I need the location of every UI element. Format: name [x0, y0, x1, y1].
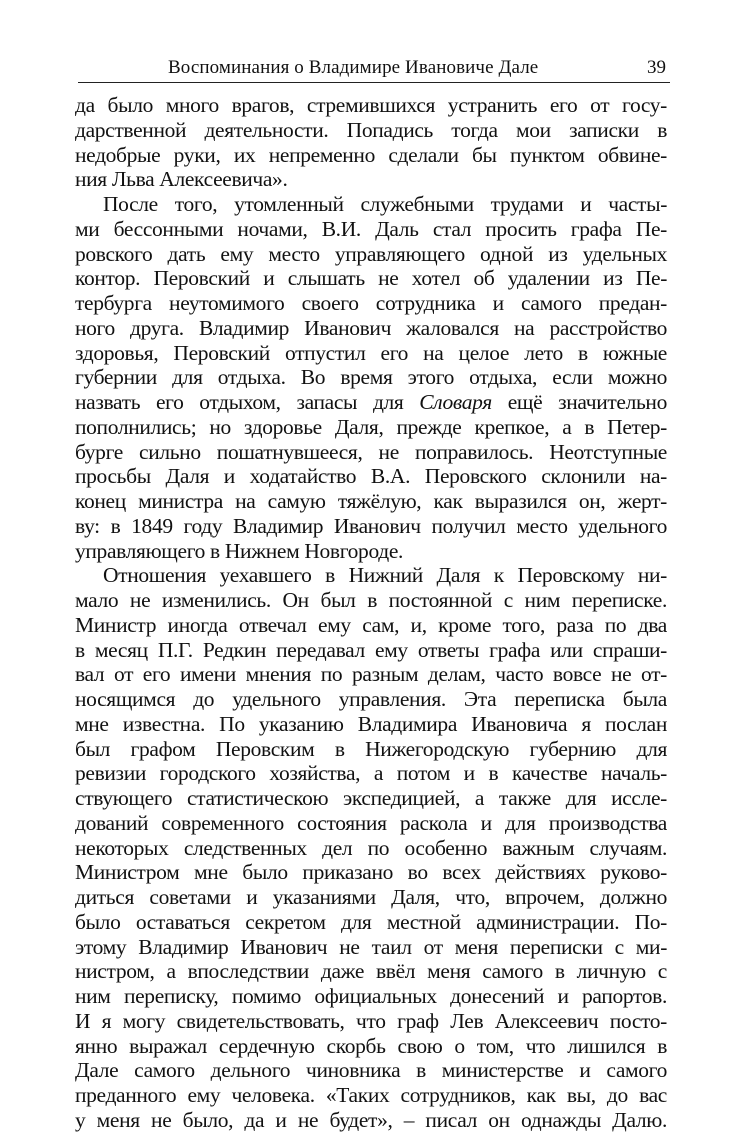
text-line: было оставаться секретом для местной администрации. По- — [75, 909, 667, 934]
text-line: был графом Перовским в Нижегородскую губернию для — [75, 736, 667, 761]
text-line: бурге сильно пошатнувшееся, не поправилось. Неотступные — [75, 439, 667, 464]
text-line: диться советами и указаниями Даля, что, впрочем, должно — [75, 885, 667, 909]
text-line: тербурга неутомимого своего сотрудника и самого предан- — [75, 291, 667, 315]
text-line: да было много врагов, стремившихся устранить его от госу- — [75, 93, 667, 117]
body-text — [75, 93, 667, 1133]
text-line: Дале самого дельного чиновника в министерстве и самого — [75, 1058, 667, 1083]
page-number: 39 — [647, 57, 666, 78]
text-line: ву: в 1849 году Владимир Иванович получил место удельного — [75, 513, 667, 538]
text-line: вал от его имени мнения по разным делам, часто вовсе не от- — [75, 662, 667, 687]
text-line: Министром мне было приказано во всех действиях руково- — [75, 860, 667, 885]
text-line: пополнились; но здоровье Даля, прежде крепкое, а в Петер- — [75, 414, 667, 439]
text-line: Отношения уехавшего в Нижний Даля к Перовскому ни- — [103, 563, 667, 588]
text-line: дарственной деятельности. Попадись тогда мои записки в — [75, 117, 667, 142]
text-line: назвать его отдыхом, запасы для Словаря ещё значительно — [75, 390, 667, 414]
text-line: просьбы Даля и ходатайство В.А. Перовского склонили на- — [75, 464, 667, 489]
text-line: у меня не было, да и не будет», – писал он однажды Далю. — [75, 1107, 667, 1132]
text-line: ми бессонными ночами, В.И. Даль стал просить графа Пе- — [75, 216, 667, 241]
text-line: ствующего статистическою экспедицией, а также для иссле- — [75, 786, 667, 810]
text-line: недобрые руки, их непременно сделали бы пунктом обвине- — [75, 142, 667, 167]
running-header — [78, 48, 670, 83]
text-line: нистром, а впоследствии даже ввёл меня самого в личную с — [75, 959, 667, 984]
text-line: губернии для отдыха. Во время этого отдыха, если можно — [75, 365, 667, 390]
text-line: некоторых следственных дел по особенно важным случаям. — [75, 835, 667, 860]
text-line: ровского дать ему место управляющего одной из удельных — [75, 241, 667, 266]
text-line: этому Владимир Иванович не таил от меня переписки с ми- — [75, 934, 667, 959]
text-line: После того, утомленный служебными трудами и часты- — [103, 192, 667, 216]
text-line: носящимся до удельного управления. Эта переписка была — [75, 687, 667, 711]
text-line: здоровья, Перовский отпустил его на целое лето в южные — [75, 340, 667, 365]
running-title: Воспоминания о Владимире Ивановиче Дале — [168, 57, 539, 78]
text-line: ревизии городского хозяйства, а потом и в качестве началь- — [75, 761, 667, 786]
text-line: мне известна. По указанию Владимира Ивановича я послан — [75, 711, 667, 736]
text-line: преданного ему человека. «Таких сотрудников, как вы, до вас — [75, 1083, 667, 1107]
text-line: управляющего в Нижнем Новгороде. — [75, 538, 404, 563]
text-line: контор. Перовский и слышать не хотел об удалении из Пе- — [75, 266, 667, 291]
text-line: конец министра на самую тяжёлую, как выразился он, жерт- — [75, 489, 667, 513]
text-line: в месяц П.Г. Редкин передавал ему ответы графа или спраши- — [75, 637, 667, 662]
text-line: ния Льва Алексеевича». — [75, 167, 288, 192]
text-line: янно выражал сердечную скорбь свою о том, что лишился в — [75, 1033, 667, 1058]
text-line: мало не изменились. Он был в постоянной с ним переписке. — [75, 588, 667, 612]
text-line: дований современного состояния раскола и для производства — [75, 810, 667, 835]
text-line: И я могу свидетельствовать, что граф Лев Алексеевич посто- — [75, 1008, 667, 1033]
text-line: ним переписку, помимо официальных донесений и рапортов. — [75, 984, 667, 1008]
text-line: ного друга. Владимир Иванович жаловался на расстройство — [75, 315, 667, 340]
text-line: Министр иногда отвечал ему сам, и, кроме того, раза по два — [75, 612, 667, 637]
